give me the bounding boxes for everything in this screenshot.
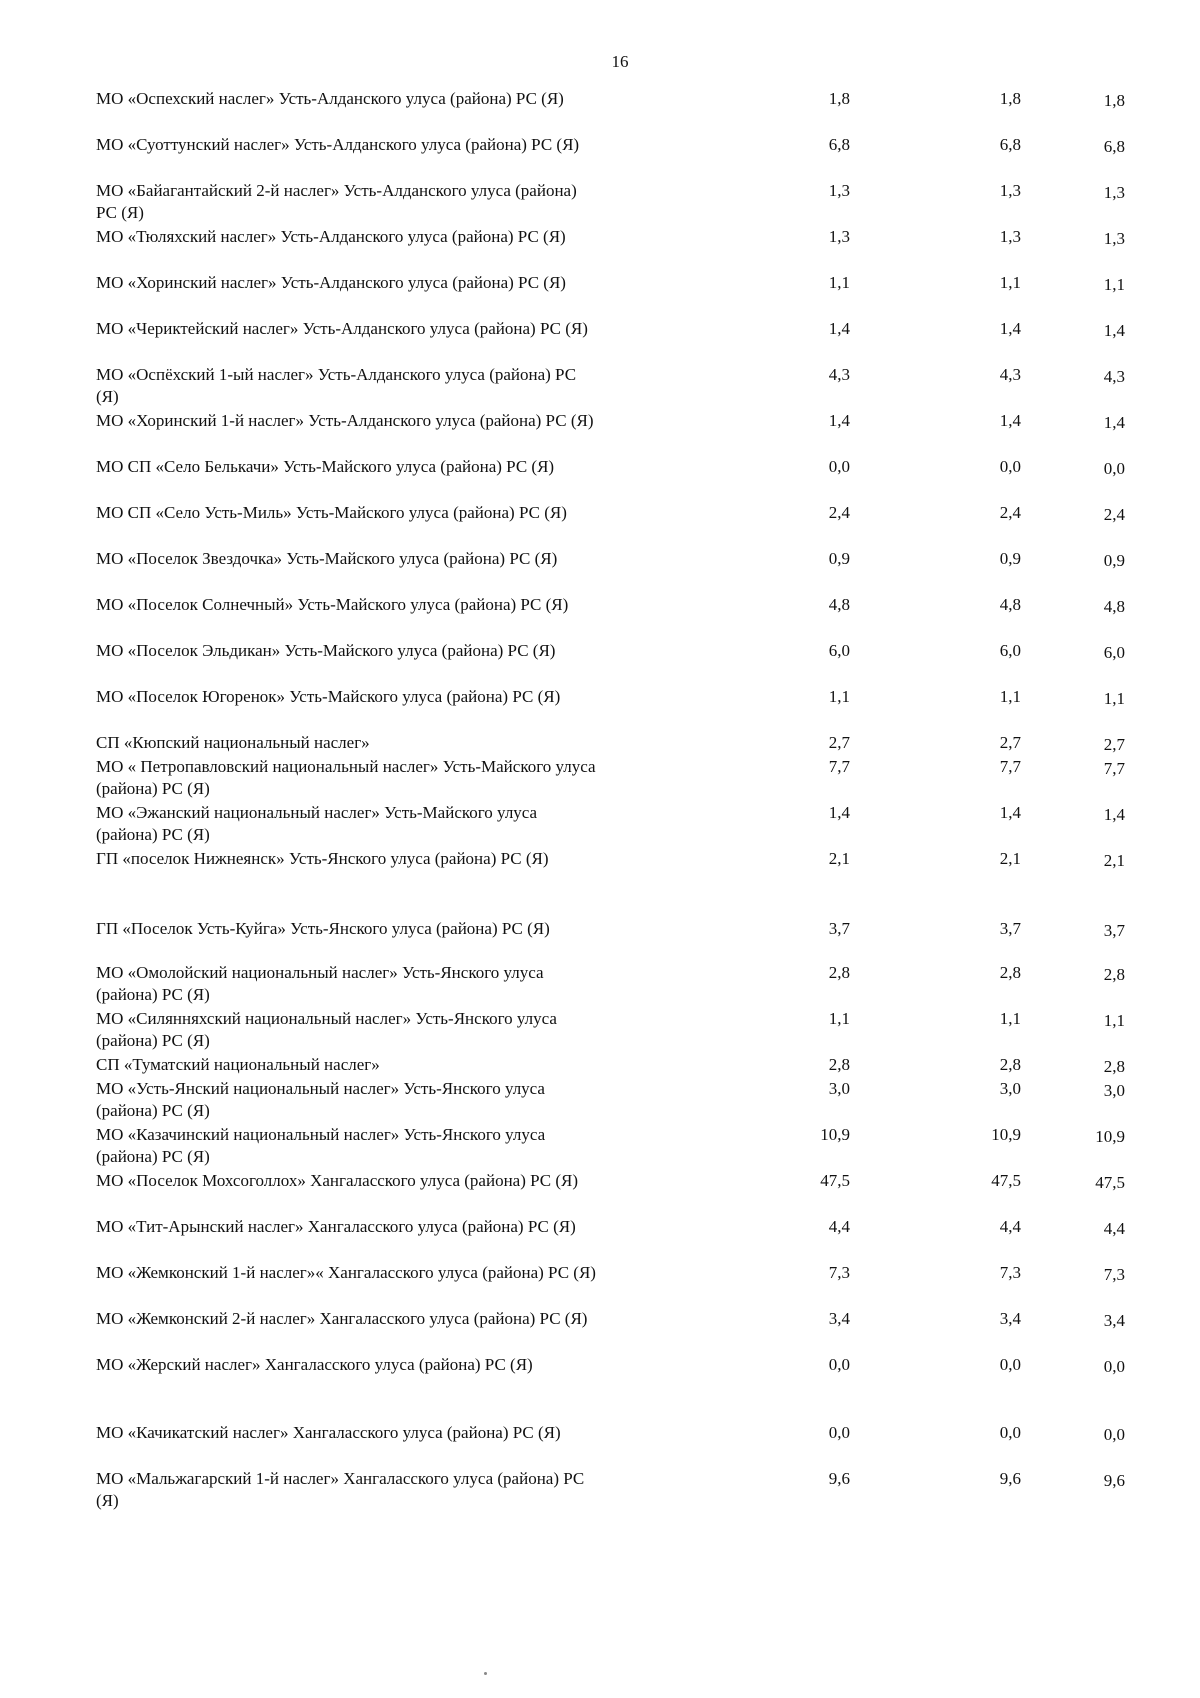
row-value-v3: 47,5 — [1095, 1173, 1125, 1192]
table-row — [96, 594, 1125, 640]
table-row — [96, 88, 1125, 134]
table-row — [96, 756, 1125, 802]
row-value-v2: 3,4 — [999, 1309, 1021, 1328]
row-value-v3: 1,1 — [1103, 689, 1125, 708]
table-row — [96, 918, 1125, 962]
row-value-v3: 1,1 — [1103, 1011, 1125, 1030]
row-value-v2: 1,3 — [999, 227, 1021, 246]
row-value-v1: 3,7 — [828, 919, 850, 938]
row-value-v1: 4,8 — [828, 595, 850, 614]
row-name: МО «Тит-Арынский наслег» Хангаласского улуса (района) РС (Я) — [96, 1217, 576, 1236]
row-name: ГП «Поселок Усть-Куйга» Усть-Янского улуса (района) РС (Я) — [96, 919, 550, 938]
row-value-v2: 1,4 — [999, 803, 1021, 822]
row-value-v3: 2,4 — [1103, 505, 1125, 524]
row-value-v2: 2,7 — [999, 733, 1021, 752]
row-value-v3: 1,4 — [1103, 805, 1125, 824]
row-name: МО «Оспёхский 1-ый наслег» Усть-Алданского улуса (района) РС (Я) — [96, 365, 577, 406]
row-value-v2: 0,0 — [999, 1355, 1021, 1374]
row-name: МО «Мальжагарский 1-й наслег» Хангаласского улуса (района) РС (Я) — [96, 1469, 585, 1510]
row-value-v3: 4,4 — [1103, 1219, 1125, 1238]
table-row — [96, 226, 1125, 272]
row-name: МО «Жерский наслег» Хангаласского улуса (района) РС (Я) — [96, 1355, 533, 1374]
table-row — [96, 1078, 1125, 1124]
row-value-v1: 2,8 — [828, 963, 850, 982]
row-name: МО СП «Село Белькачи» Усть-Майского улуса (района) РС (Я) — [96, 457, 555, 476]
row-value-v3: 6,8 — [1103, 137, 1125, 156]
row-value-v3: 2,7 — [1103, 735, 1125, 754]
row-value-v2: 2,8 — [999, 1055, 1021, 1074]
table-row — [96, 364, 1125, 410]
table-row — [96, 1468, 1125, 1514]
row-value-v3: 3,7 — [1103, 921, 1125, 940]
row-name: МО «Поселок Югоренок» Усть-Майского улуса (района) РС (Я) — [96, 687, 561, 706]
row-value-v1: 1,4 — [828, 803, 850, 822]
table-row — [96, 962, 1125, 1008]
row-name: МО «Поселок Солнечный» Усть-Майского улуса (района) РС (Я) — [96, 595, 569, 614]
row-name: МО «Тюляхский наслег» Усть-Алданского улуса (района) РС (Я) — [96, 227, 566, 246]
row-value-v2: 3,7 — [999, 919, 1021, 938]
row-value-v1: 1,1 — [828, 1009, 850, 1028]
row-value-v2: 0,9 — [999, 549, 1021, 568]
table-row — [96, 1054, 1125, 1078]
row-value-v2: 1,4 — [999, 411, 1021, 430]
row-value-v1: 47,5 — [820, 1171, 850, 1190]
row-value-v1: 6,8 — [828, 135, 850, 154]
row-value-v3: 1,3 — [1103, 229, 1125, 248]
row-value-v1: 3,4 — [828, 1309, 850, 1328]
row-value-v2: 2,4 — [999, 503, 1021, 522]
row-value-v1: 7,7 — [828, 757, 850, 776]
row-value-v2: 1,3 — [999, 181, 1021, 200]
row-value-v2: 1,1 — [999, 1009, 1021, 1028]
row-value-v3: 0,0 — [1103, 459, 1125, 478]
row-value-v2: 1,1 — [999, 273, 1021, 292]
row-value-v2: 10,9 — [991, 1125, 1021, 1144]
row-value-v3: 7,7 — [1103, 759, 1125, 778]
row-name: МО «Поселок Эльдикан» Усть-Майского улуса (района) РС (Я) — [96, 641, 556, 660]
row-value-v2: 3,0 — [999, 1079, 1021, 1098]
row-value-v2: 1,1 — [999, 687, 1021, 706]
row-value-v3: 4,8 — [1103, 597, 1125, 616]
row-name: МО «Жемконский 1-й наслег»« Хангаласского улуса (района) РС (Я) — [96, 1263, 596, 1282]
table-row — [96, 1170, 1125, 1216]
row-value-v2: 1,4 — [999, 319, 1021, 338]
row-name: МО «Суоттунский наслег» Усть-Алданского улуса (района) РС (Я) — [96, 135, 580, 154]
row-name: СП «Туматский национальный наслег» — [96, 1055, 380, 1074]
row-name: СП «Кюпский национальный наслег» — [96, 733, 370, 752]
table-row — [96, 1216, 1125, 1262]
row-name: МО «Казачинский национальный наслег» Усть-Янского улуса (района) РС (Я) — [96, 1125, 546, 1166]
row-value-v1: 1,1 — [828, 687, 850, 706]
row-name: МО «Качикатский наслег» Хангаласского улуса (района) РС (Я) — [96, 1423, 561, 1442]
table-row — [96, 686, 1125, 732]
row-value-v2: 7,3 — [999, 1263, 1021, 1282]
row-value-v1: 2,4 — [828, 503, 850, 522]
row-name: МО «Хоринский 1-й наслег» Усть-Алданского улуса (района) РС (Я) — [96, 411, 594, 430]
table-row — [96, 848, 1125, 896]
row-value-v2: 4,8 — [999, 595, 1021, 614]
row-value-v1: 4,4 — [828, 1217, 850, 1236]
page-number: 16 — [611, 52, 629, 71]
row-value-v3: 6,0 — [1103, 643, 1125, 662]
row-name: МО «Эжанский национальный наслег» Усть-Майского улуса (района) РС (Я) — [96, 803, 538, 844]
row-value-v1: 2,1 — [828, 849, 850, 868]
row-name: МО «Хоринский наслег» Усть-Алданского улуса (района) РС (Я) — [96, 273, 566, 292]
row-value-v3: 3,0 — [1103, 1081, 1125, 1100]
row-value-v2: 2,1 — [999, 849, 1021, 868]
row-value-v3: 1,3 — [1103, 183, 1125, 202]
table-row — [96, 1422, 1125, 1468]
table-row — [96, 1008, 1125, 1054]
row-name: МО СП «Село Усть-Миль» Усть-Майского улуса (района) РС (Я) — [96, 503, 567, 522]
row-name: МО «Байагантайский 2-й наслег» Усть-Алданского улуса (района) РС (Я) — [96, 181, 577, 222]
row-value-v1: 2,8 — [828, 1055, 850, 1074]
row-name: МО «Оспехский наслег» Усть-Алданского улуса (района) РС (Я) — [96, 89, 564, 108]
row-value-v3: 1,1 — [1103, 275, 1125, 294]
table-row — [96, 640, 1125, 686]
scan-dot — [484, 1672, 487, 1675]
row-name: МО «Поселок Звездочка» Усть-Майского улуса (района) РС (Я) — [96, 549, 558, 568]
row-value-v1: 7,3 — [828, 1263, 850, 1282]
row-name: МО «Силянняхский национальный наслег» Усть-Янского улуса (района) РС (Я) — [96, 1009, 557, 1050]
row-value-v3: 1,4 — [1103, 321, 1125, 340]
row-value-v1: 1,4 — [828, 319, 850, 338]
table-row — [96, 272, 1125, 318]
row-value-v3: 2,8 — [1103, 965, 1125, 984]
table-row — [96, 410, 1125, 456]
row-value-v1: 3,0 — [828, 1079, 850, 1098]
row-value-v2: 0,0 — [999, 1423, 1021, 1442]
row-name: ГП «поселок Нижнеянск» Усть-Янского улуса (района) РС (Я) — [96, 849, 549, 868]
table-row — [96, 1124, 1125, 1170]
row-value-v3: 1,4 — [1103, 413, 1125, 432]
row-value-v3: 9,6 — [1103, 1471, 1125, 1490]
table-row — [96, 180, 1125, 226]
row-value-v2: 2,8 — [999, 963, 1021, 982]
row-value-v2: 47,5 — [991, 1171, 1021, 1190]
row-value-v1: 10,9 — [820, 1125, 850, 1144]
table-row — [96, 802, 1125, 848]
row-value-v3: 0,0 — [1103, 1357, 1125, 1376]
row-value-v3: 0,0 — [1103, 1425, 1125, 1444]
row-value-v3: 0,9 — [1103, 551, 1125, 570]
row-value-v2: 4,4 — [999, 1217, 1021, 1236]
row-value-v1: 9,6 — [828, 1469, 850, 1488]
row-value-v2: 6,8 — [999, 135, 1021, 154]
row-value-v1: 0,0 — [828, 1355, 850, 1374]
row-value-v2: 7,7 — [999, 757, 1021, 776]
row-value-v2: 4,3 — [999, 365, 1021, 384]
row-value-v2: 6,0 — [999, 641, 1021, 660]
row-value-v1: 1,1 — [828, 273, 850, 292]
row-name: МО «Усть-Янский национальный наслег» Усть-Янского улуса (района) РС (Я) — [96, 1079, 545, 1120]
row-value-v3: 1,8 — [1103, 91, 1125, 110]
row-value-v1: 1,8 — [828, 89, 850, 108]
row-value-v2: 0,0 — [999, 457, 1021, 476]
row-value-v1: 1,3 — [828, 181, 850, 200]
table-row — [96, 1308, 1125, 1354]
row-value-v3: 2,8 — [1103, 1057, 1125, 1076]
row-value-v1: 1,4 — [828, 411, 850, 430]
row-name: МО « Петропавловский национальный наслег» Усть-Майского улуса (района) РС (Я) — [96, 757, 596, 798]
row-value-v2: 1,8 — [999, 89, 1021, 108]
table-row — [96, 318, 1125, 364]
table-row — [96, 548, 1125, 594]
table-row — [96, 1354, 1125, 1400]
data-table — [96, 88, 1125, 1514]
row-value-v3: 2,1 — [1103, 851, 1125, 870]
row-value-v3: 3,4 — [1103, 1311, 1125, 1330]
row-name: МО «Поселок Мохсоголлох» Хангаласского улуса (района) РС (Я) — [96, 1171, 579, 1190]
row-value-v1: 0,0 — [828, 457, 850, 476]
row-value-v3: 7,3 — [1103, 1265, 1125, 1284]
row-name: МО «Жемконский 2-й наслег» Хангаласского улуса (района) РС (Я) — [96, 1309, 588, 1328]
row-value-v3: 10,9 — [1095, 1127, 1125, 1146]
table-row — [96, 134, 1125, 180]
row-value-v1: 6,0 — [828, 641, 850, 660]
table-row — [96, 732, 1125, 756]
row-value-v1: 1,3 — [828, 227, 850, 246]
table-row — [96, 502, 1125, 548]
row-value-v1: 0,0 — [828, 1423, 850, 1442]
table-row — [96, 456, 1125, 502]
row-value-v1: 2,7 — [828, 733, 850, 752]
row-value-v2: 9,6 — [999, 1469, 1021, 1488]
row-value-v1: 0,9 — [828, 549, 850, 568]
row-name: МО «Чериктейский наслег» Усть-Алданского улуса (района) РС (Я) — [96, 319, 588, 338]
table-row — [96, 1262, 1125, 1308]
row-name: МО «Омолойский национальный наслег» Усть-Янского улуса (района) РС (Я) — [96, 963, 544, 1004]
row-value-v3: 4,3 — [1103, 367, 1125, 386]
row-value-v1: 4,3 — [828, 365, 850, 384]
